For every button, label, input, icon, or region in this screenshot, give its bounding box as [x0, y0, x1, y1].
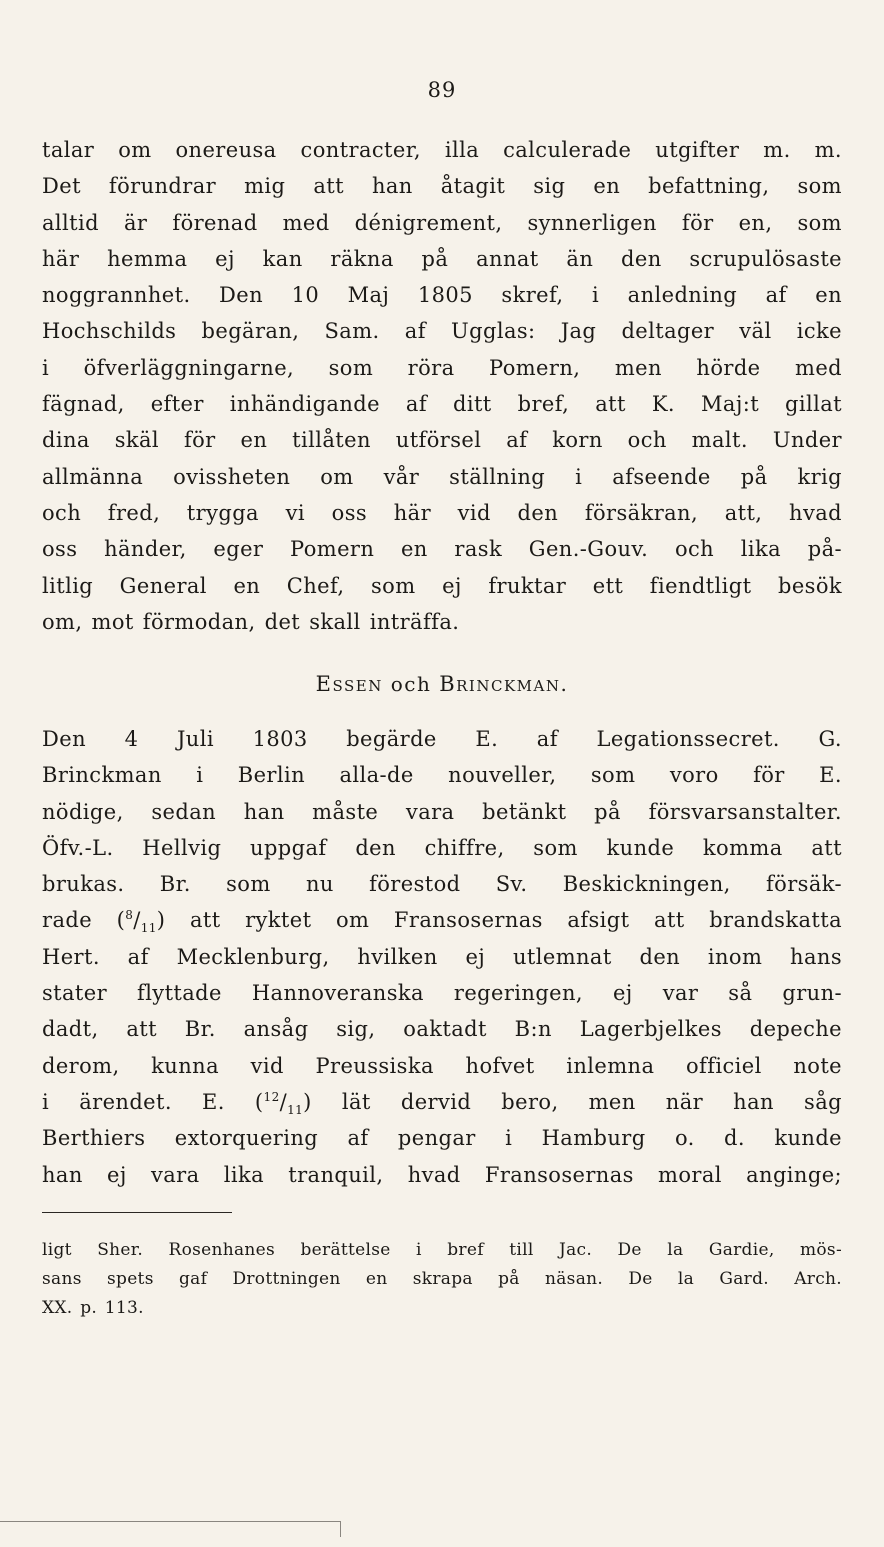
text-line: oss händer, eger Pomern en rask Gen.-Gouv. och lika på-	[42, 537, 842, 562]
date-day: 12	[263, 1089, 280, 1104]
text-line: nödige, sedan han måste vara betänkt på försvarsanstalter.	[42, 799, 842, 824]
date-slash: /	[133, 908, 141, 933]
text-line: noggrannhet. Den 10 Maj 1805 skref, i anledning af en	[42, 283, 842, 308]
line-part: rade (	[42, 908, 126, 933]
text-line: Hert. af Mecklenburg, hvilken ej utlemnat den inom hans	[42, 944, 842, 969]
footnote	[42, 1236, 842, 1323]
text-line: dina skäl för en tillåten utförsel af korn och malt. Under	[42, 428, 842, 453]
heading-initial-2: B	[439, 672, 457, 696]
footnote-line: sans spets gaf Drottningen en skrapa på näsan. De la Gard. Arch.	[42, 1269, 842, 1289]
scan-edge-line	[0, 1521, 340, 1522]
text-line-with-date	[42, 1084, 842, 1120]
footnote-line: ligt Sher. Rosenhanes berättelse i bref till Jac. De la Gardie, mös-	[42, 1240, 842, 1260]
footnote-divider	[42, 1212, 232, 1213]
line-part: ) lät dervid bero, men när han såg	[303, 1089, 842, 1114]
text-line: talar om onereusa contracter, illa calculerade utgifter m. m.	[42, 138, 842, 162]
heading-initial-1: E	[315, 672, 333, 696]
date-day: 8	[125, 908, 134, 923]
text-line: Hochschilds begäran, Sam. af Ugglas: Jag deltager väl icke	[42, 319, 842, 344]
date-slash: /	[279, 1089, 288, 1114]
text-line: dadt, att Br. ansåg sig, oaktadt B:n Lagerbjelkes depeche	[42, 1017, 842, 1042]
heading-rest-1: SSEN	[332, 677, 383, 695]
footnote-line: XX. p. 113.	[42, 1298, 144, 1318]
heading-end: .	[560, 672, 569, 696]
paragraph-1	[42, 132, 842, 640]
text-line: Brinckman i Berlin alla-de nouveller, som voro för E.	[42, 763, 842, 788]
text-line: Det förundrar mig att han åtagit sig en befattning, som	[42, 174, 842, 199]
heading-rest-2: RINCKMAN	[456, 677, 561, 695]
text-line: här hemma ej kan räkna på annat än den scrupulösaste	[42, 246, 842, 271]
text-line: stater flyttade Hannoveranska regeringen, ej var så grun-	[42, 981, 842, 1006]
text-line: fägnad, efter inhändigande af ditt bref, att K. Maj:t gillat	[42, 392, 842, 417]
paragraph-2	[42, 721, 842, 1193]
scan-edge-tick	[340, 1521, 341, 1537]
text-line: och fred, trygga vi oss här vid den försäkran, att, hvad	[42, 500, 842, 525]
text-line: om, mot förmodan, det skall inträffa.	[42, 609, 460, 634]
text-line: i öfverläggningarne, som röra Pomern, men hörde med	[42, 355, 842, 380]
text-line: han ej vara lika tranquil, hvad Fransosernas moral anginge;	[42, 1162, 842, 1187]
text-line: Den 4 Juli 1803 begärde E. af Legationssecret. G.	[42, 727, 842, 751]
text-line: Öfv.-L. Hellvig uppgaf den chiffre, som kunde komma att	[42, 835, 842, 860]
line-part: i ärendet. E. (	[42, 1089, 264, 1114]
text-line: Berthiers extorquering af pengar i Hamburg o. d. kunde	[42, 1126, 842, 1151]
text-line: alltid är förenad med dénigrement, synnerligen för en, som	[42, 210, 842, 235]
text-line: derom, kunna vid Preussiska hofvet inlemna officiel note	[42, 1053, 842, 1078]
heading-connector: och	[382, 672, 440, 696]
text-line: litlig General en Chef, som ej fruktar ett fiendtligt besök	[42, 573, 842, 598]
text-line-with-date	[42, 902, 842, 938]
text-line: brukas. Br. som nu förestod Sv. Beskickningen, försäk-	[42, 872, 842, 897]
date-month: 11	[287, 1103, 304, 1118]
date-month: 11	[140, 921, 157, 936]
page-number: 89	[427, 78, 457, 102]
line-part: ) att ryktet om Fransosernas afsigt att brandskatta	[156, 908, 842, 933]
section-heading	[0, 672, 884, 696]
text-line: allmänna ovissheten om vår ställning i afseende på krig	[42, 464, 842, 489]
